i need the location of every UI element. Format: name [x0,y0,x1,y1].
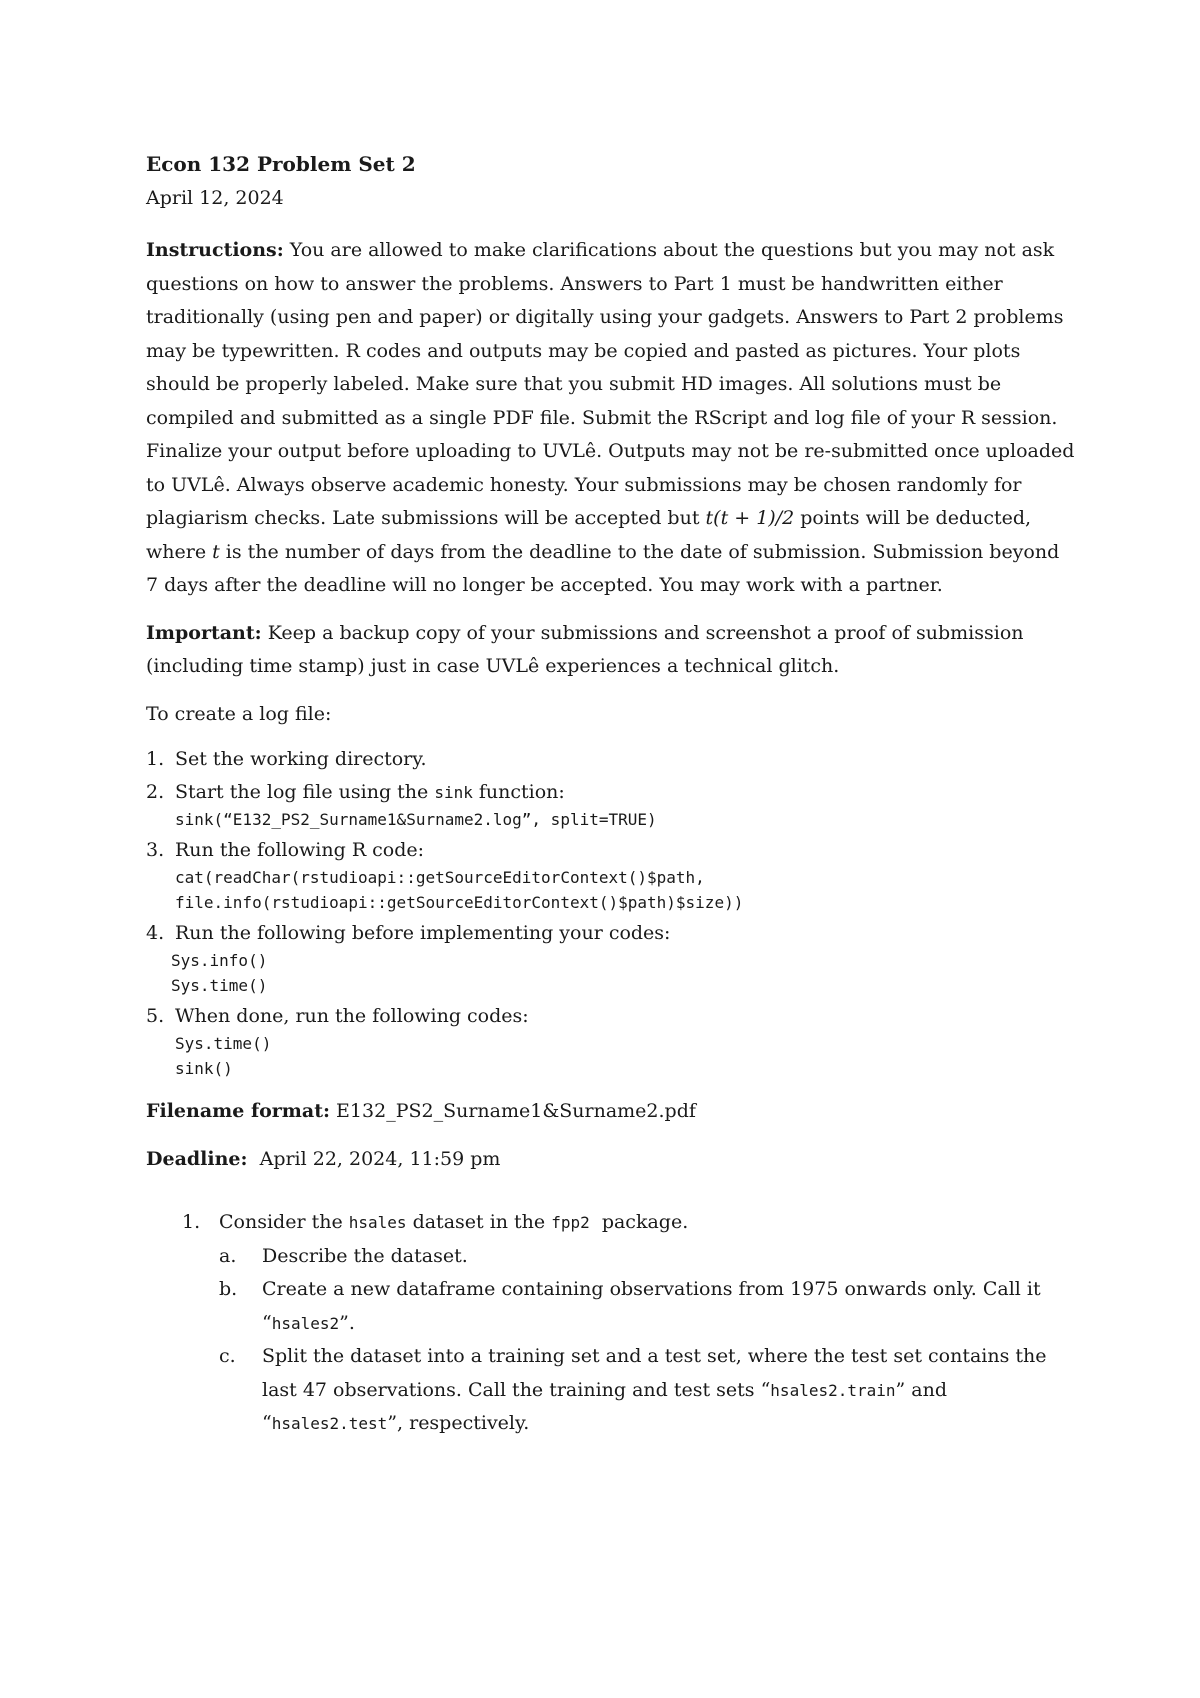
problem-text: Consider the [219,1211,349,1233]
problem-part [219,1340,1076,1441]
part-text: Split the dataset into a training set and a test set, where the test set contains the last 47 observations. Call the training and test sets “ [262,1345,1047,1401]
log-step [146,778,1076,832]
instructions-paragraph [146,234,1076,603]
document-title: Econ 132 Problem Set 2 [146,152,416,176]
part-text: ” and “ [262,1378,948,1434]
part-text: Create a new dataframe containing observations from 1975 onwards only. Call it “ [262,1278,1041,1334]
problem-parts [219,1240,1076,1441]
important-text: Keep a backup copy of your submissions and screenshot a proof of submission (including time stamp) just in case UVLê experiences a technical glitch. [146,621,1024,677]
instructions-text-2: points will be deducted, where [146,507,1032,563]
log-steps-list [146,745,1076,1081]
deadline-label: Deadline: [146,1147,248,1170]
part-text: ”, respectively. [387,1412,530,1434]
problem-text: dataset in the [406,1211,552,1233]
inline-code: hsales2.train [770,1380,896,1400]
code-line: Sys.info() [171,951,268,970]
late-penalty-formula: t(t + 1)/2 [705,507,795,529]
step-text: When done, run the following codes: [175,1005,529,1027]
step-number: 4. [146,922,165,944]
part-label: b. [219,1278,238,1300]
inline-code: hsales2.test [271,1414,388,1433]
inline-code: fpp2 [551,1213,590,1232]
filename-format [146,1095,1076,1129]
step-number: 3. [146,839,165,861]
inline-code: hsales2 [271,1313,340,1333]
problem-number: 1. [182,1211,201,1233]
step-text: Start the log file using the [175,781,435,803]
step-number: 5. [146,1005,165,1027]
problems-list [146,1206,1076,1441]
step-text: Set the working directory. [175,748,427,770]
log-step [146,919,1076,998]
part-label: c. [219,1345,236,1367]
inline-code: hsales [348,1213,407,1232]
filename-label: Filename format: [146,1100,331,1122]
instructions-label: Instructions: [146,239,284,261]
document-date: April 12, 2024 [146,187,284,209]
important-paragraph [146,617,1076,684]
code-line: cat(readChar(rstudioapi::getSourceEditorContext()$path, [175,868,705,887]
code-line: sink() [175,1059,233,1078]
part-label: a. [219,1244,237,1267]
step-number: 2. [146,781,165,803]
step-text: Run the following R code: [175,839,425,861]
code-line: sink(“E132_PS2_Surname1&Surname2.log”, split=TRUE) [175,810,657,829]
step-text: function: [472,781,565,803]
days-variable: t [212,540,220,563]
problem-part [219,1240,1076,1274]
log-intro: To create a log file: [146,702,332,725]
log-step [146,1002,1076,1081]
step-number: 1. [146,748,165,770]
code-line: Sys.time() [171,976,268,995]
document-body [146,150,1076,1441]
code-line: file.info(rstudioapi::getSourceEditorContext()$path)$size)) [175,893,744,912]
part-text: Describe the dataset. [262,1244,468,1267]
instructions-text-3: is the number of days from the deadline to the date of submission. Submission beyond 7 days after the deadline will no longer be accepted. You may work with a partner. [146,540,1060,596]
problem-part [219,1273,1076,1340]
deadline [146,1143,1076,1177]
log-step [146,745,1076,774]
log-step [146,836,1076,915]
problem-item [146,1206,1076,1441]
filename-value: E132_PS2_Surname1&Surname2.pdf [330,1100,696,1122]
inline-code: sink [434,783,473,802]
important-label: Important: [146,621,262,644]
instructions-text-1: You are allowed to make clarifications about the questions but you may not ask questions on how to answer the problems. Answers to Part 1 must be handwritten either traditionally (using pen and paper) or digitally using your gadgets. Answers to Part 2 problems may be typewritten. R codes and outputs may be copied and pasted as pictures. Your plots should be properly labeled. Make sure that you submit HD images. All solutions must be compiled and submitted as a single PDF file. Submit the RScript and log file of your R session. Finalize your output before uploading to UVLê. Outputs may not be re-submitted once uploaded to UVLê. Always observe academic honesty. Your submissions may be chosen randomly for plagiarism checks. Late submissions will be accepted but [146,239,1075,529]
step-text: Run the following before implementing your codes: [175,922,671,944]
code-line: Sys.time() [175,1034,272,1053]
deadline-value: April 22, 2024, 11:59 pm [247,1147,501,1170]
part-text: ”. [339,1311,355,1334]
problem-text: package. [589,1211,689,1233]
